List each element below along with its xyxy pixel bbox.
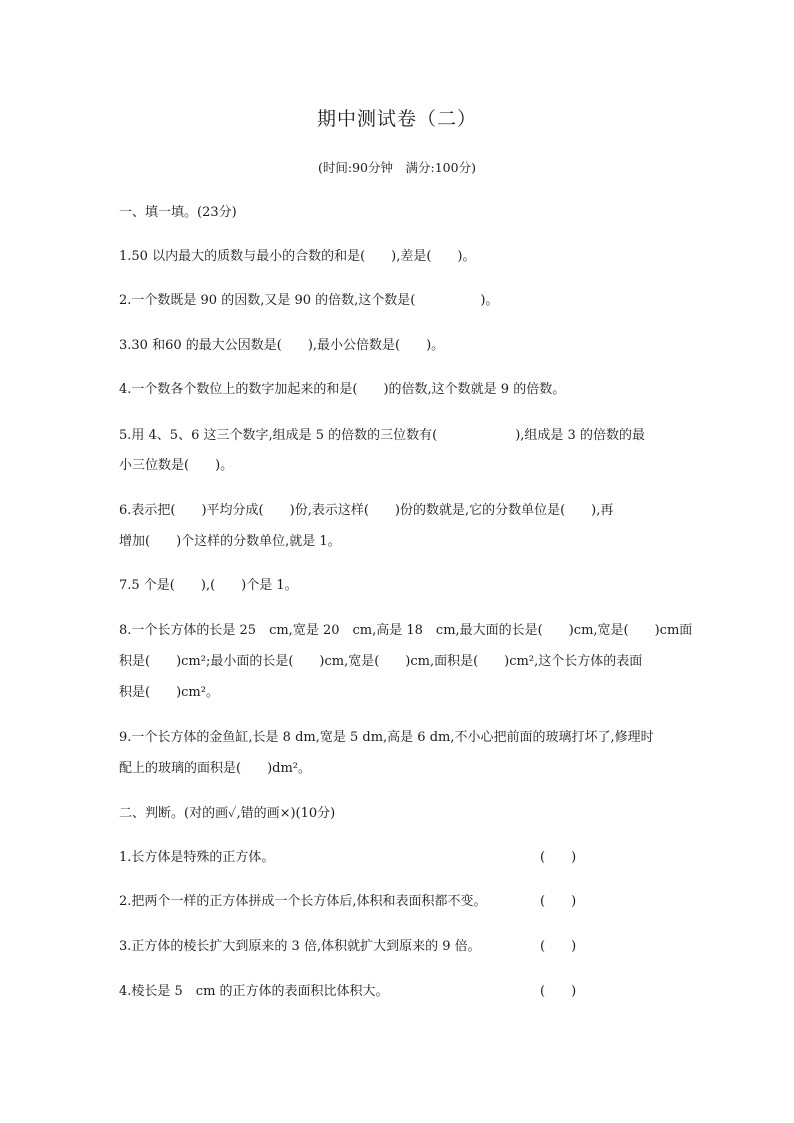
- question-line: 4.一个数各个数位上的数字加起来的和是( )的倍数,这个数就是 9 的倍数。: [119, 382, 566, 397]
- question-line: 小三位数是( )。: [119, 458, 234, 473]
- question-line: 配上的玻璃的面积是( )dm²。: [119, 761, 312, 776]
- judge-statement: 4.棱长是 5 cm 的正方体的表面积比体积大。: [119, 984, 389, 999]
- judge-statement: 2.把两个一样的正方体拼成一个长方体后,体积和表面积都不变。: [119, 894, 487, 909]
- section1-heading: 一、填一填。(23分): [119, 205, 237, 220]
- answer-paren: ( ): [540, 939, 577, 954]
- question-line: 积是( )cm²。: [119, 685, 219, 700]
- question-line: 积是( )cm²;最小面的长是( )cm,宽是( )cm,面积是( )cm²,这个长方体的表面: [119, 654, 643, 669]
- question-line: 1.50 以内最大的质数与最小的合数的和是( ),差是( )。: [119, 249, 476, 264]
- question-line: 增加( )个这样的分数单位,就是 1。: [119, 534, 341, 549]
- judge-statement: 1.长方体是特殊的正方体。: [119, 850, 275, 865]
- question-line: 7.5 个是( ),( )个是 1。: [119, 578, 298, 593]
- exam-title: 期中测试卷（二）: [316, 108, 477, 130]
- question-line: 2.一个数既是 90 的因数,又是 90 的倍数,这个数是( )。: [119, 293, 499, 308]
- answer-paren: ( ): [540, 850, 577, 865]
- judge-statement: 3.正方体的棱长扩大到原来的 3 倍,体积就扩大到原来的 9 倍。: [119, 939, 481, 954]
- question-line: 3.30 和60 的最大公因数是( ),最小公倍数是( )。: [119, 338, 445, 353]
- exam-subtitle: (时间:90分钟 满分:100分): [318, 160, 476, 175]
- question-line: 6.表示把( )平均分成( )份,表示这样( )份的数就是,它的分数单位是( ),再: [119, 503, 614, 518]
- question-line: 5.用 4、5、6 这三个数字,组成是 5 的倍数的三位数有( ),组成是 3 的倍数的最: [119, 428, 645, 443]
- answer-paren: ( ): [540, 894, 577, 909]
- question-line: 8.一个长方体的长是 25 cm,宽是 20 cm,高是 18 cm,最大面的长是( )cm,宽是( )cm面: [119, 623, 693, 638]
- answer-paren: ( ): [540, 984, 577, 999]
- section2-heading: 二、判断。(对的画✓,错的画×)(10分): [119, 806, 336, 821]
- question-line: 9.一个长方体的金鱼缸,长是 8 dm,宽是 5 dm,高是 6 dm,不小心把前面的玻璃打坏了,修理时: [119, 730, 654, 745]
